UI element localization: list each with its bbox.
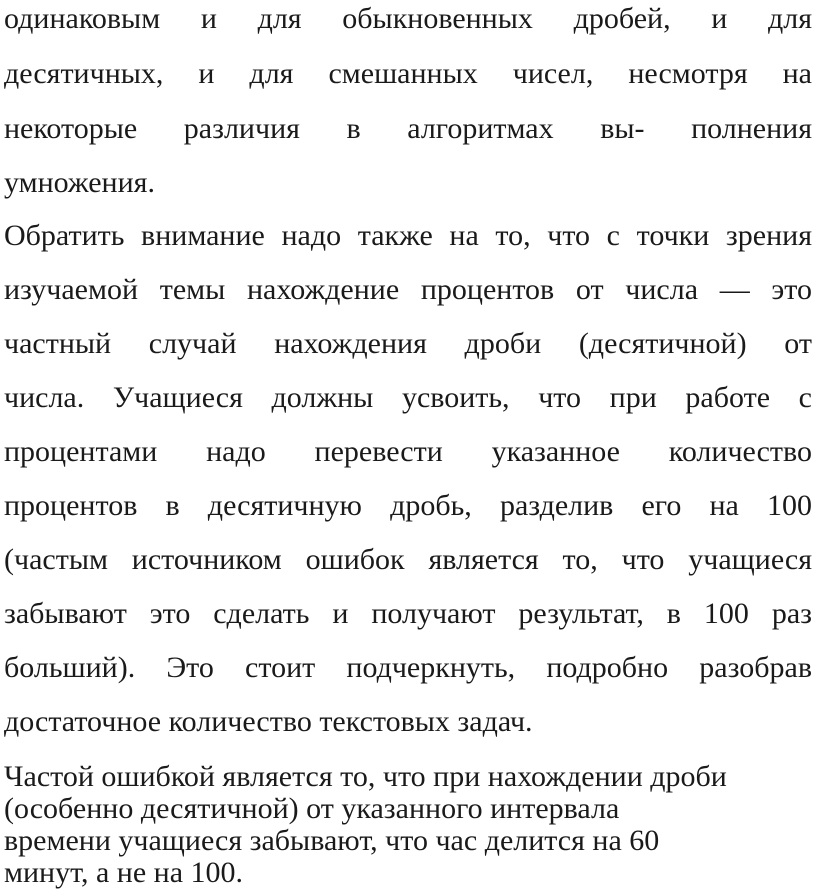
- paragraph-2-line-1: Обратить внимание надо также на то, что с точки зрения: [4, 219, 812, 252]
- paragraph-2-line-4: числа. Учащиеся должны усвоить, что при работе с: [4, 381, 812, 414]
- paragraph-3-line-4: минут, а не на 100.: [4, 856, 244, 889]
- paragraph-2-line-7: (частым источником ошибок является то, что учащиеся: [4, 543, 812, 576]
- paragraph-1-line-2: десятичных, и для смешанных чисел, несмотря на: [4, 57, 812, 90]
- paragraph-2-line-10: достаточное количество текстовых задач.: [4, 705, 533, 738]
- paragraph-2-line-5: процентами надо перевести указанное количество: [4, 435, 812, 468]
- paragraph-2-line-6: процентов в десятичную дробь, разделив его на 100: [4, 489, 812, 522]
- paragraph-2-line-9: больший). Это стоит подчеркнуть, подробно разобрав: [4, 651, 812, 684]
- paragraph-1-line-3: некоторые различия в алгоритмах вы- полнения: [4, 112, 812, 145]
- paragraph-2-line-8: забывают это сделать и получают результат, в 100 раз: [4, 597, 812, 630]
- paragraph-3-line-1: Частой ошибкой является то, что при нахождении дроби: [4, 760, 727, 793]
- paragraph-1-line-1: одинаковым и для обыкновенных дробей, и для: [4, 2, 812, 35]
- paragraph-2-line-3: частный случай нахождения дроби (десятичной) от: [4, 327, 812, 360]
- paragraph-3-line-2: (особенно десятичной) от указанного интервала: [4, 792, 620, 825]
- paragraph-2-line-2: изучаемой темы нахождение процентов от числа — это: [4, 273, 812, 306]
- paragraph-3-line-3: времени учащиеся забывают, что час делится на 60: [4, 824, 660, 857]
- paragraph-1-line-4: умножения.: [4, 166, 155, 199]
